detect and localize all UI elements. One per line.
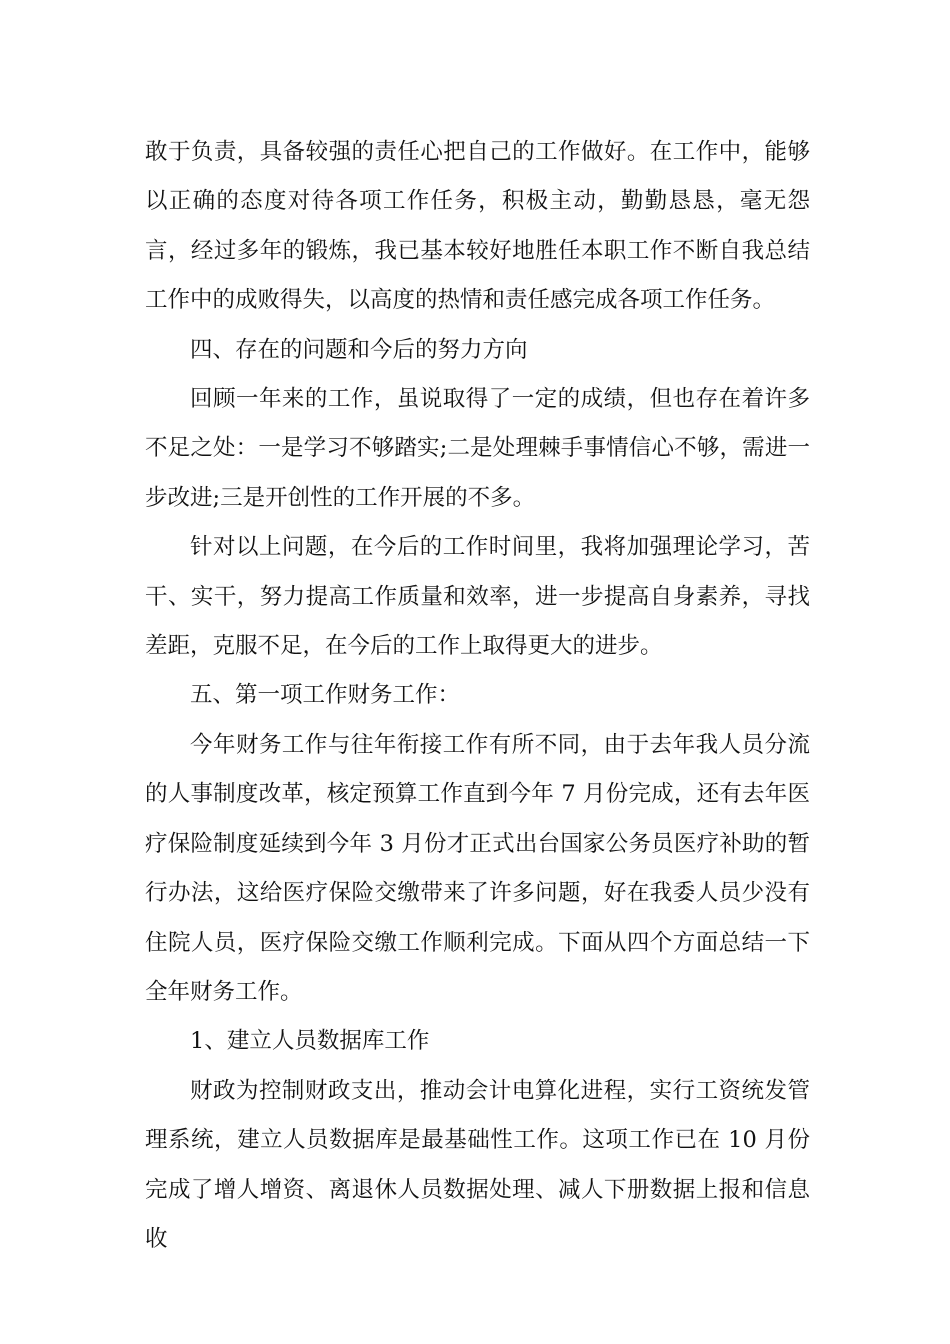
paragraph-review: 回顾一年来的工作，虽说取得了一定的成绩，但也存在着许多不足之处：一是学习不够踏实;二是处理棘手事情信心不够，需进一步改进;三是开创性的工作开展的不多。 xyxy=(145,386,810,511)
paragraph-database: 财政为控制财政支出，推动会计电算化进程，实行工资统发管理系统，建立人员数据库是最基础性工作。这项工作已在 10 月份完成了增人增资、离退休人员数据处理、减人下册数据上报和信息收 xyxy=(145,1077,810,1252)
subsection-heading-1: 1、建立人员数据库工作 xyxy=(190,1028,430,1055)
paragraph-finance: 今年财务工作与往年衔接工作有所不同，由于去年我人员分流的人事制度改革，核定预算工作直到今年 7 月份完成，还有去年医疗保险制度延续到今年 3 月份才正式出台国家公务员医疗补助的暂行办法，这给医疗保险交缴带来了许多问题，好在我委人员少没有住院人员，医疗保险交缴工作顺利完成。下面从四个方面总结一下全年财务工作。 xyxy=(145,731,810,1005)
paragraph-1: 敢于负责，具备较强的责任心把自己的工作做好。在工作中，能够以正确的态度对待各项工作任务，积极主动，勤勤恳恳，毫无怨言，经过多年的锻炼，我已基本较好地胜任本职工作不断自我总结工作中的成败得失，以高度的热情和责任感完成各项工作任务。 xyxy=(145,139,810,314)
paragraph-plan: 针对以上问题，在今后的工作时间里，我将加强理论学习，苦干、实干，努力提高工作质量和效率，进一步提高自身素养，寻找差距，克服不足，在今后的工作上取得更大的进步。 xyxy=(145,534,810,660)
document-body xyxy=(145,128,810,1264)
section-heading-5: 五、第一项工作财务工作： xyxy=(190,682,461,709)
section-heading-4: 四、存在的问题和今后的努力方向 xyxy=(190,336,528,363)
